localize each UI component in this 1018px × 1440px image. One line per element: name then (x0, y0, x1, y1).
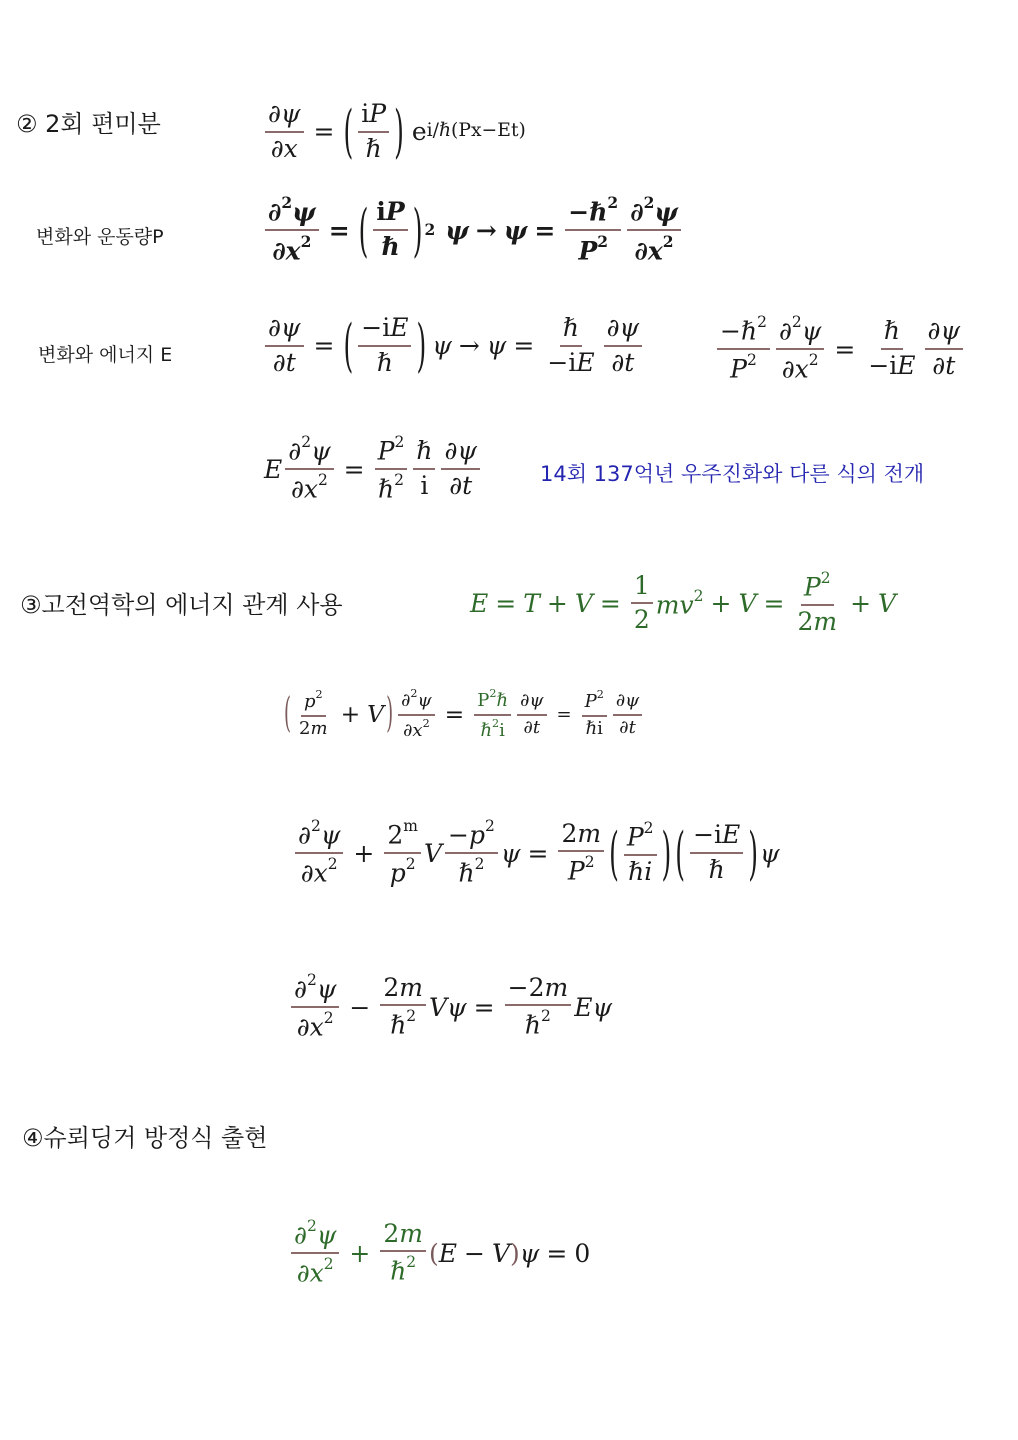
equation-expanded: $\frac{\partial^2\psi}{\partial x^2}$ + $\frac{2^m}{p^2}$ V $\frac{-p^2}{\hbar^2}$ ψ = $\frac{2m}{P^2}$ ( $\frac{P^2}{\text{ℏi}}$ ) ( $\frac{-iE}{\text{ℏ}}$ ) ψ (292, 818, 780, 888)
section-2-title: ② 2회 편미분 (16, 110, 161, 138)
equation-schrodinger: $\frac{\partial^2\psi}{\partial x^2}$ + $\frac{2m}{\hbar^2}$ ( E − V ) ψ = 0 (288, 1218, 590, 1288)
equation-equate-psi: $\frac{-\hbar^2}{P^2}$ $\frac{\partial^2\psi}{\partial x^2}$ = $\frac{\text{ℏ}}{-iE}$ $\frac{\partial\psi}{\partial t}$ (714, 314, 966, 384)
equation-simplified: $\frac{\partial^2\psi}{\partial x^2}$ − $\frac{2m}{\hbar^2}$ Vψ = $\frac{-2m}{\hbar^2}$ Eψ (288, 972, 612, 1042)
equation-energy-relation: E $\frac{\partial^2\psi}{\partial x^2}$ = $\frac{P^2}{\hbar^2}$ $\frac{\text{ℏ}}{i}$ $\frac{\partial\psi}{\partial t}$ (264, 434, 483, 504)
equation-second-derivative-x: $\frac{\partial^2\psi}{\partial x^2}$ = ( $\frac{iP}{\text{ℏ}}$ ) 2 ψ → ψ = $\frac{-\hbar^2}{P^2}$ $\frac{\partial^2\psi}{\partial x^2}$ (262, 194, 684, 266)
section-3-title: ③고전역학의 에너지 관계 사용 (20, 591, 343, 619)
energy-change-label: 변화와 에너지 E (38, 344, 173, 366)
momentum-change-label: 변화와 운동량P (36, 226, 164, 248)
equation-substitution: ( $\frac{p^2}{2m}$ + V ) $\frac{\partial^2\psi}{\partial x^2}$ = $\frac{P^2\hbar}{\hbar^2i}$ $\frac{\partial\psi}{\partial t}$ = $\frac{P^2}{\text{ℏi}}$ $\frac{\partial\psi}{\partial t}$ (282, 688, 645, 741)
equation-first-derivative-x: $\frac{\partial\psi}{\partial x}$ = ( $\frac{iP}{\text{ℏ}}$ ) e i/ℏ(Px−Et) (262, 100, 526, 164)
equation-classical-energy: E = T + V = $\frac{1}{2}$ $mv^2$ + V = $\frac{P^2}{2m}$ + V (470, 569, 897, 637)
equation-first-derivative-t: $\frac{\partial\psi}{\partial t}$ = ( $\frac{-iE}{\text{ℏ}}$ ) ψ → ψ = $\frac{\text{ℏ}}{-iE}$ $\frac{\partial\psi}{\partial t}$ (262, 314, 645, 378)
section-4-title: ④슈뢰딩거 방정식 출현 (22, 1124, 268, 1152)
reference-note: 14회 137억년 우주진화와 다른 식의 전개 (540, 462, 925, 486)
